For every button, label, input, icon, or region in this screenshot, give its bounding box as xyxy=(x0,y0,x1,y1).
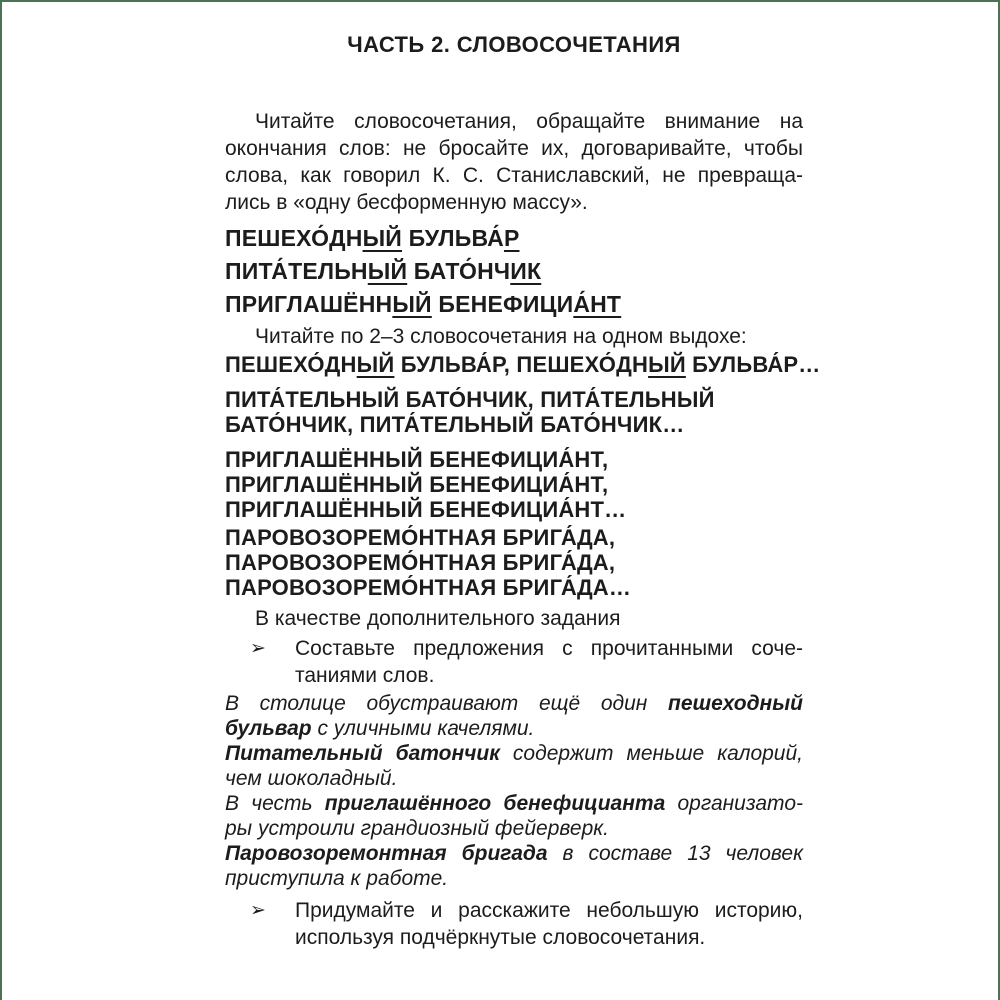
repetition-line: БАТО́НЧИК, ПИТА́ТЕЛЬНЫЙ БАТО́НЧИК… xyxy=(225,412,685,437)
example-line: чем шоколадный. xyxy=(225,767,398,790)
repetition-group xyxy=(225,387,803,437)
repetition-group xyxy=(225,352,821,377)
task-item xyxy=(225,635,803,689)
repetition-line: ПИТА́ТЕЛЬНЫЙ БАТО́НЧИК, ПИТА́ТЕЛЬНЫЙ xyxy=(225,387,715,412)
task-line: Придумайте и расскажите небольшую историю, xyxy=(295,899,803,922)
additional-task-label: В качестве дополнительного задания xyxy=(255,607,621,630)
exercise-instruction: Читайте по 2–3 словосочетания на одном выдохе: xyxy=(255,325,747,348)
task-line: Составьте предложения с прочитанными соче- xyxy=(295,637,803,660)
chapter-title: ЧАСТЬ 2. СЛОВОСОЧЕТАНИЯ xyxy=(347,32,681,57)
task-line: используя подчёркнутые словосочетания. xyxy=(295,926,706,949)
arrow-bullet-icon: ➢ xyxy=(250,900,266,921)
repetition-line: ПАРОВОЗОРЕМО́НТНАЯ БРИГА́ДА, xyxy=(225,550,616,575)
example-line: приступила к работе. xyxy=(225,867,449,890)
task-line: таниями слов. xyxy=(295,664,435,687)
intro-line: слова, как говорил К. С. Станиславский, не превраща- xyxy=(225,164,803,187)
example-line: В столице обустраивают ещё один пешеходный xyxy=(225,692,803,715)
intro-line: Читайте словосочетания, обращайте внимание на xyxy=(255,110,803,133)
intro-line: окончания слов: не бросайте их, договаривайте, чтобы xyxy=(225,137,803,160)
example-line: Питательный батончик содержит меньше калорий, xyxy=(225,742,803,765)
repetition-line: ПРИГЛАШЁННЫЙ БЕНЕФИЦИА́НТ, xyxy=(225,447,609,472)
example-line: бульвар с уличными качелями. xyxy=(225,717,535,740)
repetition-line: ПЕШЕХО́ДНЫЙ БУЛЬВА́Р, ПЕШЕХО́ДНЫЙ БУЛЬВА́Р… xyxy=(225,352,821,377)
task-text xyxy=(295,635,803,689)
repetition-group xyxy=(225,525,803,600)
task-item xyxy=(225,897,803,951)
repetition-line: ПАРОВОЗОРЕМО́НТНАЯ БРИГА́ДА, xyxy=(225,525,616,550)
repetition-group xyxy=(225,447,803,522)
intro-paragraph xyxy=(225,108,803,216)
page-content xyxy=(225,2,821,951)
key-phrase-line: ПЕШЕХО́ДНЫЙ БУЛЬВА́Р xyxy=(225,225,520,251)
example-sentences xyxy=(225,691,803,891)
repetition-line: ПАРОВОЗОРЕМО́НТНАЯ БРИГА́ДА… xyxy=(225,575,632,600)
key-phrase-line: ПРИГЛАШЁННЫЙ БЕНЕФИЦИА́НТ xyxy=(225,291,622,317)
task-text xyxy=(295,897,803,951)
key-phrase-line: ПИТА́ТЕЛЬНЫЙ БАТО́НЧИК xyxy=(225,258,542,284)
intro-line: лись в «одну бесформенную массу». xyxy=(225,191,588,214)
repetition-line: ПРИГЛАШЁННЫЙ БЕНЕФИЦИА́НТ, xyxy=(225,472,609,497)
repetition-line: ПРИГЛАШЁННЫЙ БЕНЕФИЦИА́НТ… xyxy=(225,497,627,522)
example-line: В честь приглашённого бенефицианта организато- xyxy=(225,792,803,815)
example-line: ры устроили грандиозный фейерверк. xyxy=(225,817,610,840)
key-phrases-block xyxy=(225,222,803,321)
example-line: Паровозоремонтная бригада в составе 13 человек xyxy=(225,842,803,865)
arrow-bullet-icon: ➢ xyxy=(250,638,266,659)
